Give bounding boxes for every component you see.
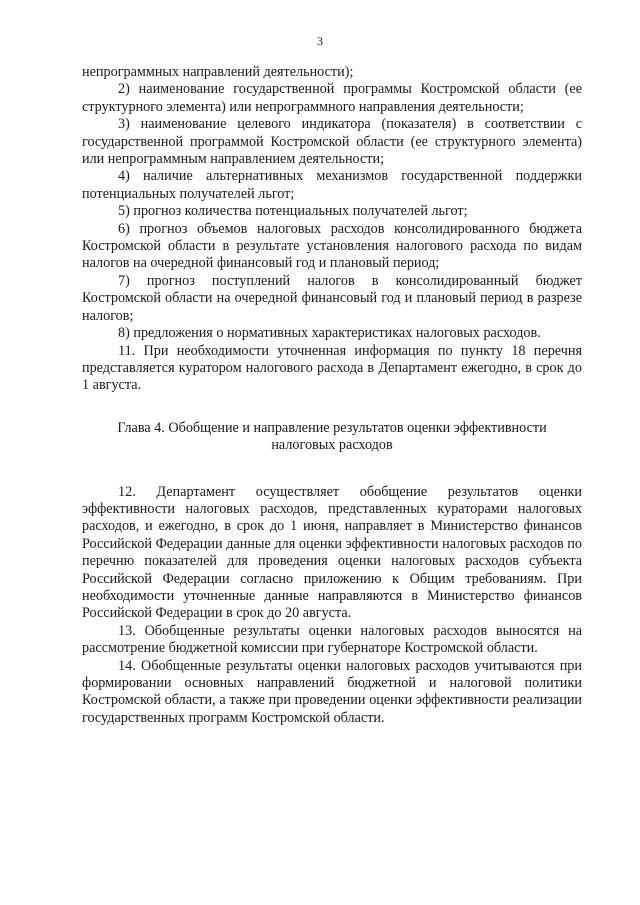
list-item-7: 7) прогноз поступлений налогов в консолидированный бюджет Костромской области на очередной финансовый год и плановый период в разрезе налогов; [82,272,582,324]
list-item-3: 3) наименование целевого индикатора (показателя) в соответствии с государственной программой Костромской области (ее структурного элемента) или непрограммным направлением деятельности; [82,116,582,168]
document-body [82,64,582,727]
paragraph-13: 13. Обобщенные результаты оценки налоговых расходов выносятся на рассмотрение бюджетной комиссии при губернаторе Костромской области. [82,622,582,657]
list-item-4: 4) наличие альтернативных механизмов государственной поддержки потенциальных получателей льгот; [82,168,582,202]
paragraph-14: 14. Обобщенные результаты оценки налоговых расходов учитываются при формировании основных направлений бюджетной и налоговой политики Костромской области, а также при проведении оценки эффективности реализации государственных программ Костромской области. [82,657,582,726]
paragraph-11: 11. При необходимости уточненная информация по пункту 18 перечня представляется куратором налогового расхода в Департамент ежегодно, в срок до 1 августа. [82,342,582,394]
paragraph-continuation: непрограммных направлений деятельности); [82,64,354,80]
list-item-8: 8) предложения о нормативных характеристиках налоговых расходов. [118,325,541,342]
list-item-6: 6) прогноз объемов налоговых расходов консолидированного бюджета Костромской области в результате установления налогового расхода по видам налогов на очередной финансовый год и плановый период; [82,220,582,272]
paragraph-12: 12. Департамент осуществляет обобщение результатов оценки эффективности налоговых расходов, представленных кураторами налоговых расходов, и ежегодно, в срок до 1 июня, направляет в Министерство финансов Российской Федерации данные для оценки эффективности налоговых расходов по перечню показателей для проведения оценки налоговых расходов субъекта Российской Федерации согласно приложению к Общим требованиям. При необходимости уточненные данные направляются в Министерство финансов Российской Федерации в срок до 20 августа. [82,483,582,622]
list-item-2: 2) наименование государственной программы Костромской области (ее структурного элемента) или непрограммного направления деятельности; [82,81,582,115]
list-item-5: 5) прогноз количества потенциальных получателей льгот; [118,203,468,220]
page-number: 3 [317,34,323,48]
chapter-heading: Глава 4. Обобщение и направление результатов оценки эффективности налоговых расходов [117,419,547,454]
